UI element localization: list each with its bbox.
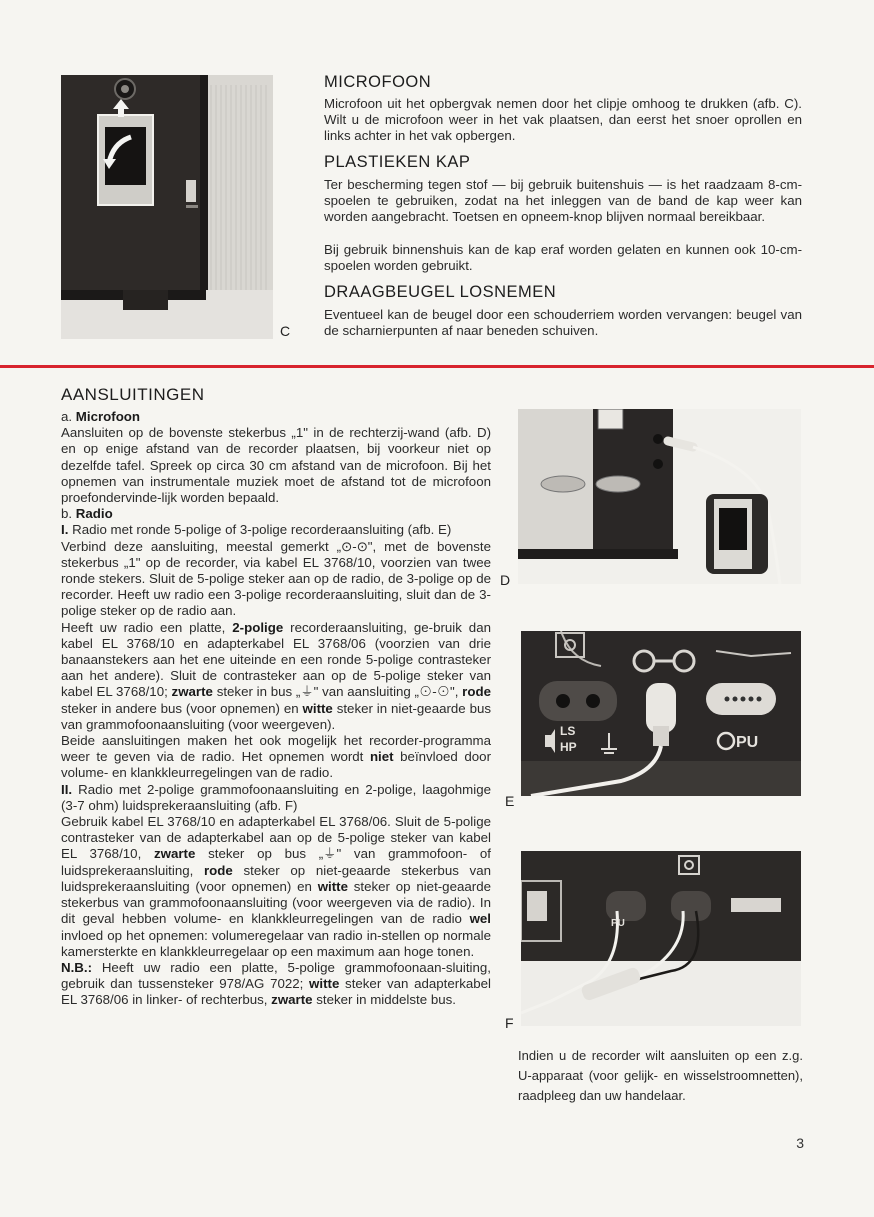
section-a-text: Aansluiten op de bovenste stekerbus „1" in de rechterzij-wand (afb. D) en op enige afstand van de recorder plaatsen, bij voorkeur niet op dezelfde tafel. Spreek op circa 30 cm afstand van de microfoon. Bij het opnemen van instrumentale muziek moet de afstand tot de microfoon proefondervinde-lijk worden bepaald. [61,425,491,506]
section-b-title: b. Radio [61,506,113,522]
figure-c-label: C [280,323,291,339]
main-text-column [61,409,491,1009]
u-apparaat-note: Indien u de recorder wilt aansluiten op een z.g. U-apparaat (voor gelijk- en wisselstroomnetten), raadpleeg dan uw handelaar. [518,1048,803,1103]
draagbeugel-text: Eventueel kan de beugel door een schouderriem worden vervangen: beugel van de scharnierpunten af naar beneden schuiven. [324,307,802,339]
section-i-title: I. Radio met ronde 5-polige of 3-polige recorderaansluiting (afb. E) [61,522,452,538]
aansluitingen-heading: AANSLUITINGEN [61,385,205,404]
plastieken-kap-text: Ter bescherming tegen stof — bij gebruik buitenshuis — is het raadzaam 8-cm-spoelen te gebruiken, zodat na het inleggen van de band de kap weer kan worden aangebracht. Toetsen en opneem-knop blijven normaal bereikbaar. [324,177,802,225]
f-pu-label: PU [611,918,625,929]
pu-label: PU [736,734,759,751]
figure-e-photo [521,631,801,796]
figure-f-label: F [505,1015,514,1031]
page-number: 3 [796,1135,804,1151]
section-a-title: a. Microfoon [61,409,141,424]
plastieken-kap-text-2: Bij gebruik binnenshuis kan de kap eraf worden gelaten en kunnen ook 10-cm-spoelen worden gebruikt. [324,242,802,274]
hp-label: HP [560,740,577,754]
radio-connector-panel-image [521,631,801,796]
figure-d-photo [518,409,801,584]
draagbeugel-heading: DRAAGBEUGEL LOSNEMEN [324,283,557,301]
figure-c-photo [61,75,273,339]
microphone-connection-image [518,409,801,584]
microfoon-heading: MICROFOON [324,73,432,91]
figure-e-label: E [505,793,515,809]
figure-d-label: D [500,572,511,588]
gramophone-speaker-connection-image [521,851,801,1026]
section-i-paragraph-2: Heeft uw radio een platte, 2-polige recorderaansluiting, ge-bruik dan kabel EL 3768/10 en adapterkabel EL 3768/06 (voorzien van drie banaanstekers aan het ene uiteinde en een ronde 5-polige contrasteker aan het andere). Sluit de contrasteker aan op de 5-polige steker van kabel EL 3768/10; zwarte steker in bus „⏚" van aansluiting „⊙-⊙", rode steker in andere bus (voor opnemen) en witte steker in niet-geaarde bus van grammofoonaansluiting (voor weergeven). [61,619,492,732]
section-i-text: Verbind deze aansluiting, meestal gemerkt „⊙-⊙", met de bovenste stekerbus „1" op de recorder, via kabel EL 3768/10, voorzien van twee ronde stekers. Sluit de 5-polige steker aan op de radio, de 3-polige op de recorder. Heeft uw radio een 3-polige recorderaansluiting, sluit dan de 3-polige steker op de radio aan. [61,538,491,619]
ls-label: LS [560,724,576,738]
figure-f-photo [521,851,801,1026]
recorder-side-image [61,75,273,339]
section-ii-text: Gebruik kabel EL 3768/10 en adapterkabel EL 3768/06. Sluit de 5-polige contrasteker van de adapterkabel aan op de 5-polige steker van kabel EL 3768/10, zwarte steker op bus „⏚" van grammofoon- of luidsprekeraansluiting, rode steker op niet-geaarde stekerbus van luidsprekeraansluiting (voor opnemen) en witte steker op niet-geaarde stekerbus van grammofoonaansluiting (voor weergeven via de radio). In dit geval hebben volume- en klankkleurregelingen van de radio wel invloed op het opnemen: volumeregelaar van radio in-stellen op normale kamersterkte en klankkleurregelaar op een maximum aan hoge tonen. [61,814,491,959]
nb-note: N.B.: Heeft uw radio een platte, 5-polige grammofoonaan-sluiting, gebruik dan tussensteker 978/AG 7022; witte steker van adapterkabel EL 3768/06 in linker- of rechterbus, zwarte steker in middelste bus. [61,959,491,1008]
plastieken-kap-heading: PLASTIEKEN KAP [324,153,471,171]
section-i-paragraph-3: Beide aansluitingen maken het ook mogelijk het recorder-programma weer te geven via de radio. Het opnemen wordt niet beïnvloed door volume- en klankkleurregelingen van de radio. [61,733,492,781]
microfoon-text: Microfoon uit het opbergvak nemen door het clipje omhoog te drukken (afb. C). Wilt u de microfoon weer in het vak plaatsen, dan eerst het snoer oprollen en links achter in het vak opbergen. [324,96,802,144]
red-divider-rule [0,365,874,368]
section-ii-title: II. Radio met 2-polige grammofoonaansluiting en 2-polige, laagohmige (3-7 ohm) luidsprekeraansluiting (afb. F) [61,781,492,813]
